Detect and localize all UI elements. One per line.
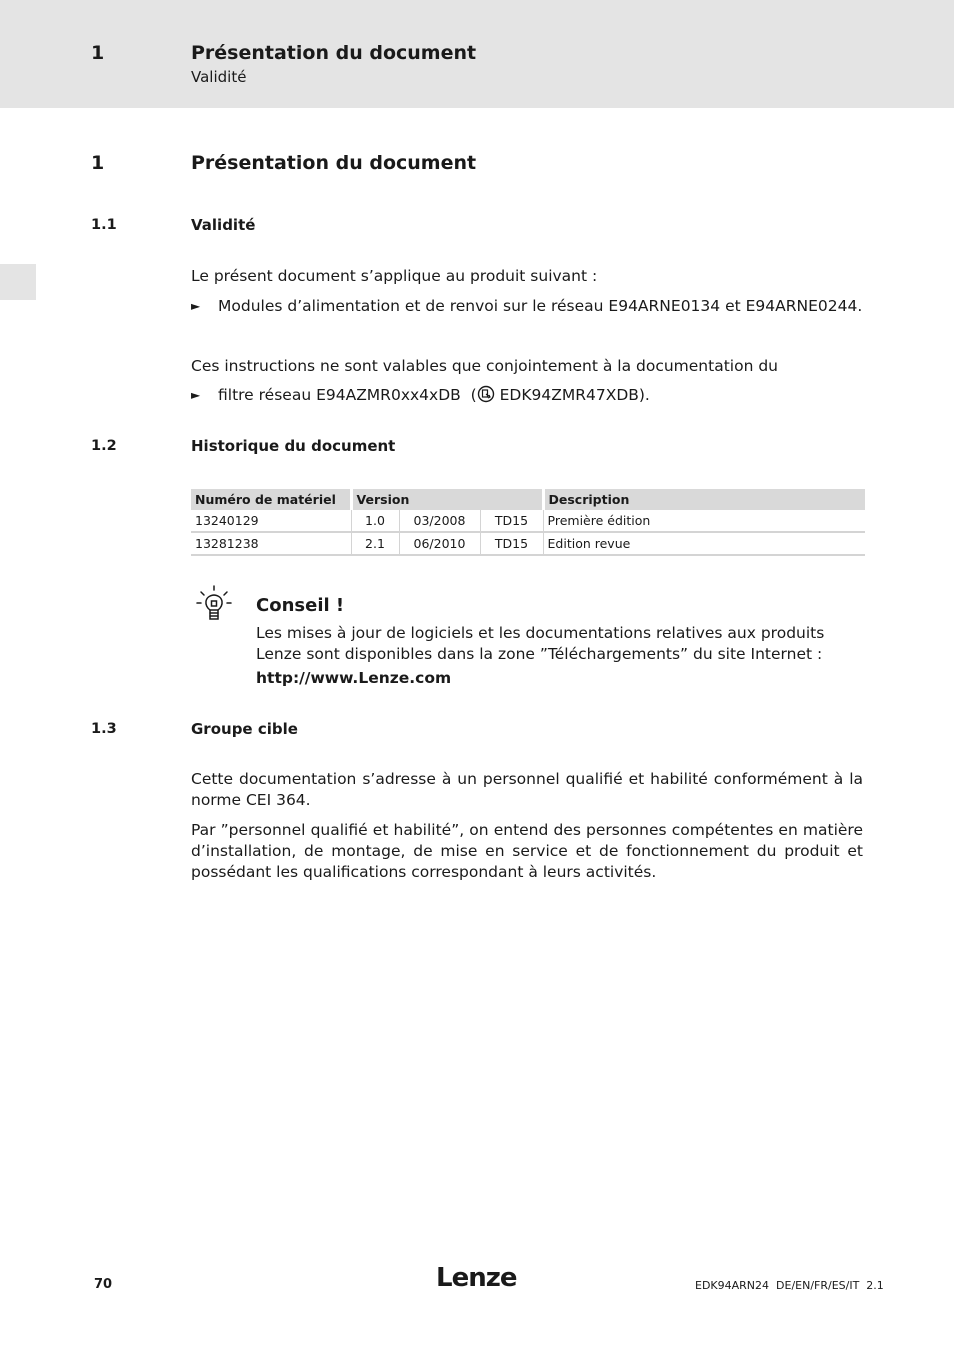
cell-code: TD15: [480, 510, 543, 532]
triangle-bullet-icon: ►: [191, 388, 201, 402]
header-band: [0, 0, 954, 108]
validite-intro: Le présent document s’applique au produit suivant :: [191, 267, 598, 285]
reference-text: EDK94ZMR47XDB).: [494, 386, 650, 404]
cell-code: TD15: [480, 532, 543, 555]
cell-description: Première édition: [543, 510, 865, 532]
table-row: [191, 532, 865, 555]
triangle-bullet-icon: ►: [191, 299, 201, 313]
document-reference-icon: [477, 385, 495, 403]
chapter-number: 1: [91, 152, 105, 174]
doc-id: EDK94ARN24 DE/EN/FR/ES/IT 2.1: [695, 1279, 884, 1292]
header-chapter-title: Présentation du document: [191, 42, 477, 64]
section-number-validite: 1.1: [91, 217, 117, 233]
header-subtitle: Validité: [191, 68, 247, 86]
cell-version: 2.1: [351, 532, 399, 555]
section-title-historique: Historique du document: [191, 437, 396, 455]
section-title-groupe: Groupe cible: [191, 720, 298, 738]
side-tab-marker: [0, 264, 36, 300]
header-chapter-number: 1: [91, 42, 105, 64]
cell-date: 03/2008: [399, 510, 480, 532]
groupe-paragraph-1: Cette documentation s’adresse à un personnel qualifié et habilité conformément à la norme CEI 364.: [191, 770, 863, 809]
filter-text: filtre réseau E94AZMR0xx4xDB (: [218, 386, 477, 404]
validite-bullet-1: Modules d’alimentation et de renvoi sur le réseau E94ARNE0134 et E94ARNE0244.: [218, 297, 863, 315]
section-number-groupe: 1.3: [91, 721, 117, 737]
table-row: [191, 510, 865, 532]
chapter-title: Présentation du document: [191, 152, 477, 174]
header-description: Description: [543, 489, 865, 510]
tip-text: Les mises à jour de logiciels et les documentations relatives aux produits Lenze sont disponibles dans la zone ”Téléchargements” du site Internet :: [256, 624, 825, 663]
lenze-logo: Lenze: [436, 1263, 517, 1293]
groupe-paragraph-2: Par ”personnel qualifié et habilité”, on entend des personnes compétentes en matière d’installation, de montage, de mise en service et de fonctionnement du produit et possédant les qualifications correspondant à leurs activités.: [191, 821, 863, 881]
cell-material: 13281238: [191, 532, 351, 555]
cell-description: Edition revue: [543, 532, 865, 555]
lightbulb-icon: [196, 584, 236, 624]
header-version: Version: [351, 489, 543, 510]
history-table: [191, 489, 865, 556]
tip-link[interactable]: http://www.Lenze.com: [256, 669, 452, 687]
page-number: 70: [94, 1277, 113, 1292]
cell-version: 1.0: [351, 510, 399, 532]
cell-date: 06/2010: [399, 532, 480, 555]
validite-bullet-2: [218, 385, 650, 406]
validite-note: Ces instructions ne sont valables que conjointement à la documentation du: [191, 357, 778, 375]
section-title-validite: Validité: [191, 216, 256, 234]
section-number-historique: 1.2: [91, 438, 117, 454]
header-material: Numéro de matériel: [191, 489, 351, 510]
cell-material: 13240129: [191, 510, 351, 532]
tip-title: Conseil !: [256, 595, 345, 616]
